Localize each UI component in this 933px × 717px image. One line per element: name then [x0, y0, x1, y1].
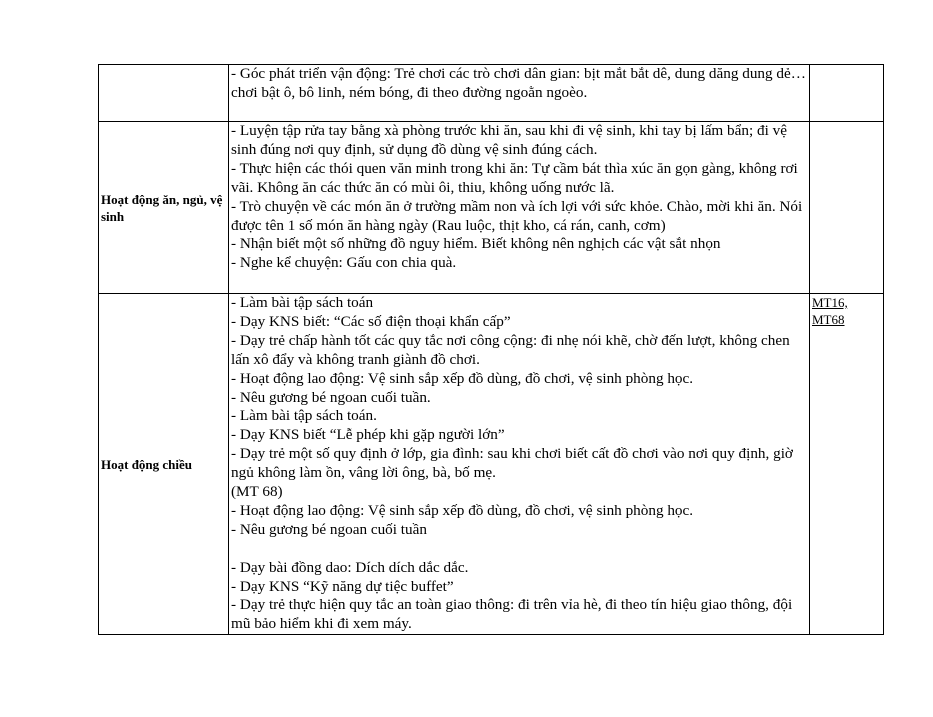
content-line: - Dạy KNS biết “Lễ phép khi gặp người lớn”	[231, 426, 505, 444]
activity-content-cell	[229, 294, 810, 635]
goal-code-cell	[810, 65, 884, 122]
table-row	[99, 122, 884, 294]
content-line: - Nêu gương bé ngoan cuối tuần.	[231, 388, 431, 406]
content-line: - Thực hiện các thói quen văn minh trong khi ăn: Tự cầm bát thìa xúc ăn gọn gàng, không rơi vãi. Không ăn các thức ăn có mùi ôi, thiu, không uống nước lã.	[231, 159, 798, 196]
goal-code-link[interactable]: MT16,	[812, 295, 848, 310]
content-line: - Trò chuyện về các món ăn ở trường mầm non và ích lợi với sức khỏe. Chào, mời khi ăn. Nói được tên 1 số món ăn hàng ngày (Rau luộc, thịt kho, cá rán, canh, cơm)	[231, 197, 803, 234]
goal-code-link[interactable]: MT68	[812, 312, 845, 327]
content-line: - Dạy trẻ chấp hành tốt các quy tắc nơi công cộng: đi nhẹ nói khẽ, chờ đến lượt, không chen lấn xô đẩy và không tranh giành đồ chơi.	[231, 331, 790, 368]
activity-content-cell	[229, 65, 810, 122]
content-line: - Nhận biết một số những đồ nguy hiểm. Biết không nên nghịch các vật sắt nhọn	[231, 235, 721, 253]
content-line: - Hoạt động lao động: Vệ sinh sắp xếp đồ dùng, đồ chơi, vệ sinh phòng học.	[231, 501, 694, 519]
content-line: (MT 68)	[231, 483, 283, 501]
content-line: - Làm bài tập sách toán	[231, 294, 374, 311]
activity-content-cell	[229, 122, 810, 294]
content-line: - Nêu gương bé ngoan cuối tuần	[231, 520, 427, 538]
content-line: - Dạy KNS “Kỹ năng dự tiệc buffet”	[231, 577, 454, 595]
goal-code-cell	[810, 294, 884, 635]
content-line: - Dạy bài đồng dao: Dích dích dắc dắc.	[231, 558, 469, 576]
activity-label-cell	[99, 65, 229, 122]
blank-line	[231, 540, 807, 559]
activity-label-cell: Hoạt động chiều	[99, 294, 229, 635]
content-line: - Dạy KNS biết: “Các số điện thoại khẩn cấp”	[231, 312, 511, 330]
content-line: - Dạy trẻ một số quy định ở lớp, gia đình: sau khi chơi biết cất đồ chơi vào nơi quy định, giờ ngủ không làm ồn, vâng lời ông, bà, bố mẹ.	[231, 445, 793, 482]
content-line: - Góc phát triển vận động: Trẻ chơi các trò chơi dân gian: bịt mắt bắt dê, dung dăng dung dẻ…chơi bật ô, bô linh, ném bóng, đi theo đường ngoằn ngoèo.	[231, 65, 806, 101]
table-row	[99, 294, 884, 635]
table-row	[99, 65, 884, 122]
goal-code-cell	[810, 122, 884, 294]
content-line: - Hoạt động lao động: Vệ sinh sắp xếp đồ dùng, đồ chơi, vệ sinh phòng học.	[231, 369, 694, 387]
content-line: - Nghe kể chuyện: Gấu con chia quà.	[231, 254, 457, 272]
lesson-plan-table	[98, 64, 884, 635]
activity-label-cell: Hoạt động ăn, ngủ, vệ sinh	[99, 122, 229, 294]
content-line: - Làm bài tập sách toán.	[231, 407, 377, 425]
content-line: - Luyện tập rửa tay bằng xà phòng trước khi ăn, sau khi đi vệ sinh, khi tay bị lấm bẩn; đi vệ sinh đúng nơi quy định, sử dụng đồ dùng vệ sinh đúng cách.	[231, 122, 787, 158]
content-line: - Dạy trẻ thực hiện quy tắc an toàn giao thông: đi trên vỉa hè, đi theo tín hiệu giao thông, đội mũ bảo hiểm khi đi xem máy.	[231, 596, 793, 633]
